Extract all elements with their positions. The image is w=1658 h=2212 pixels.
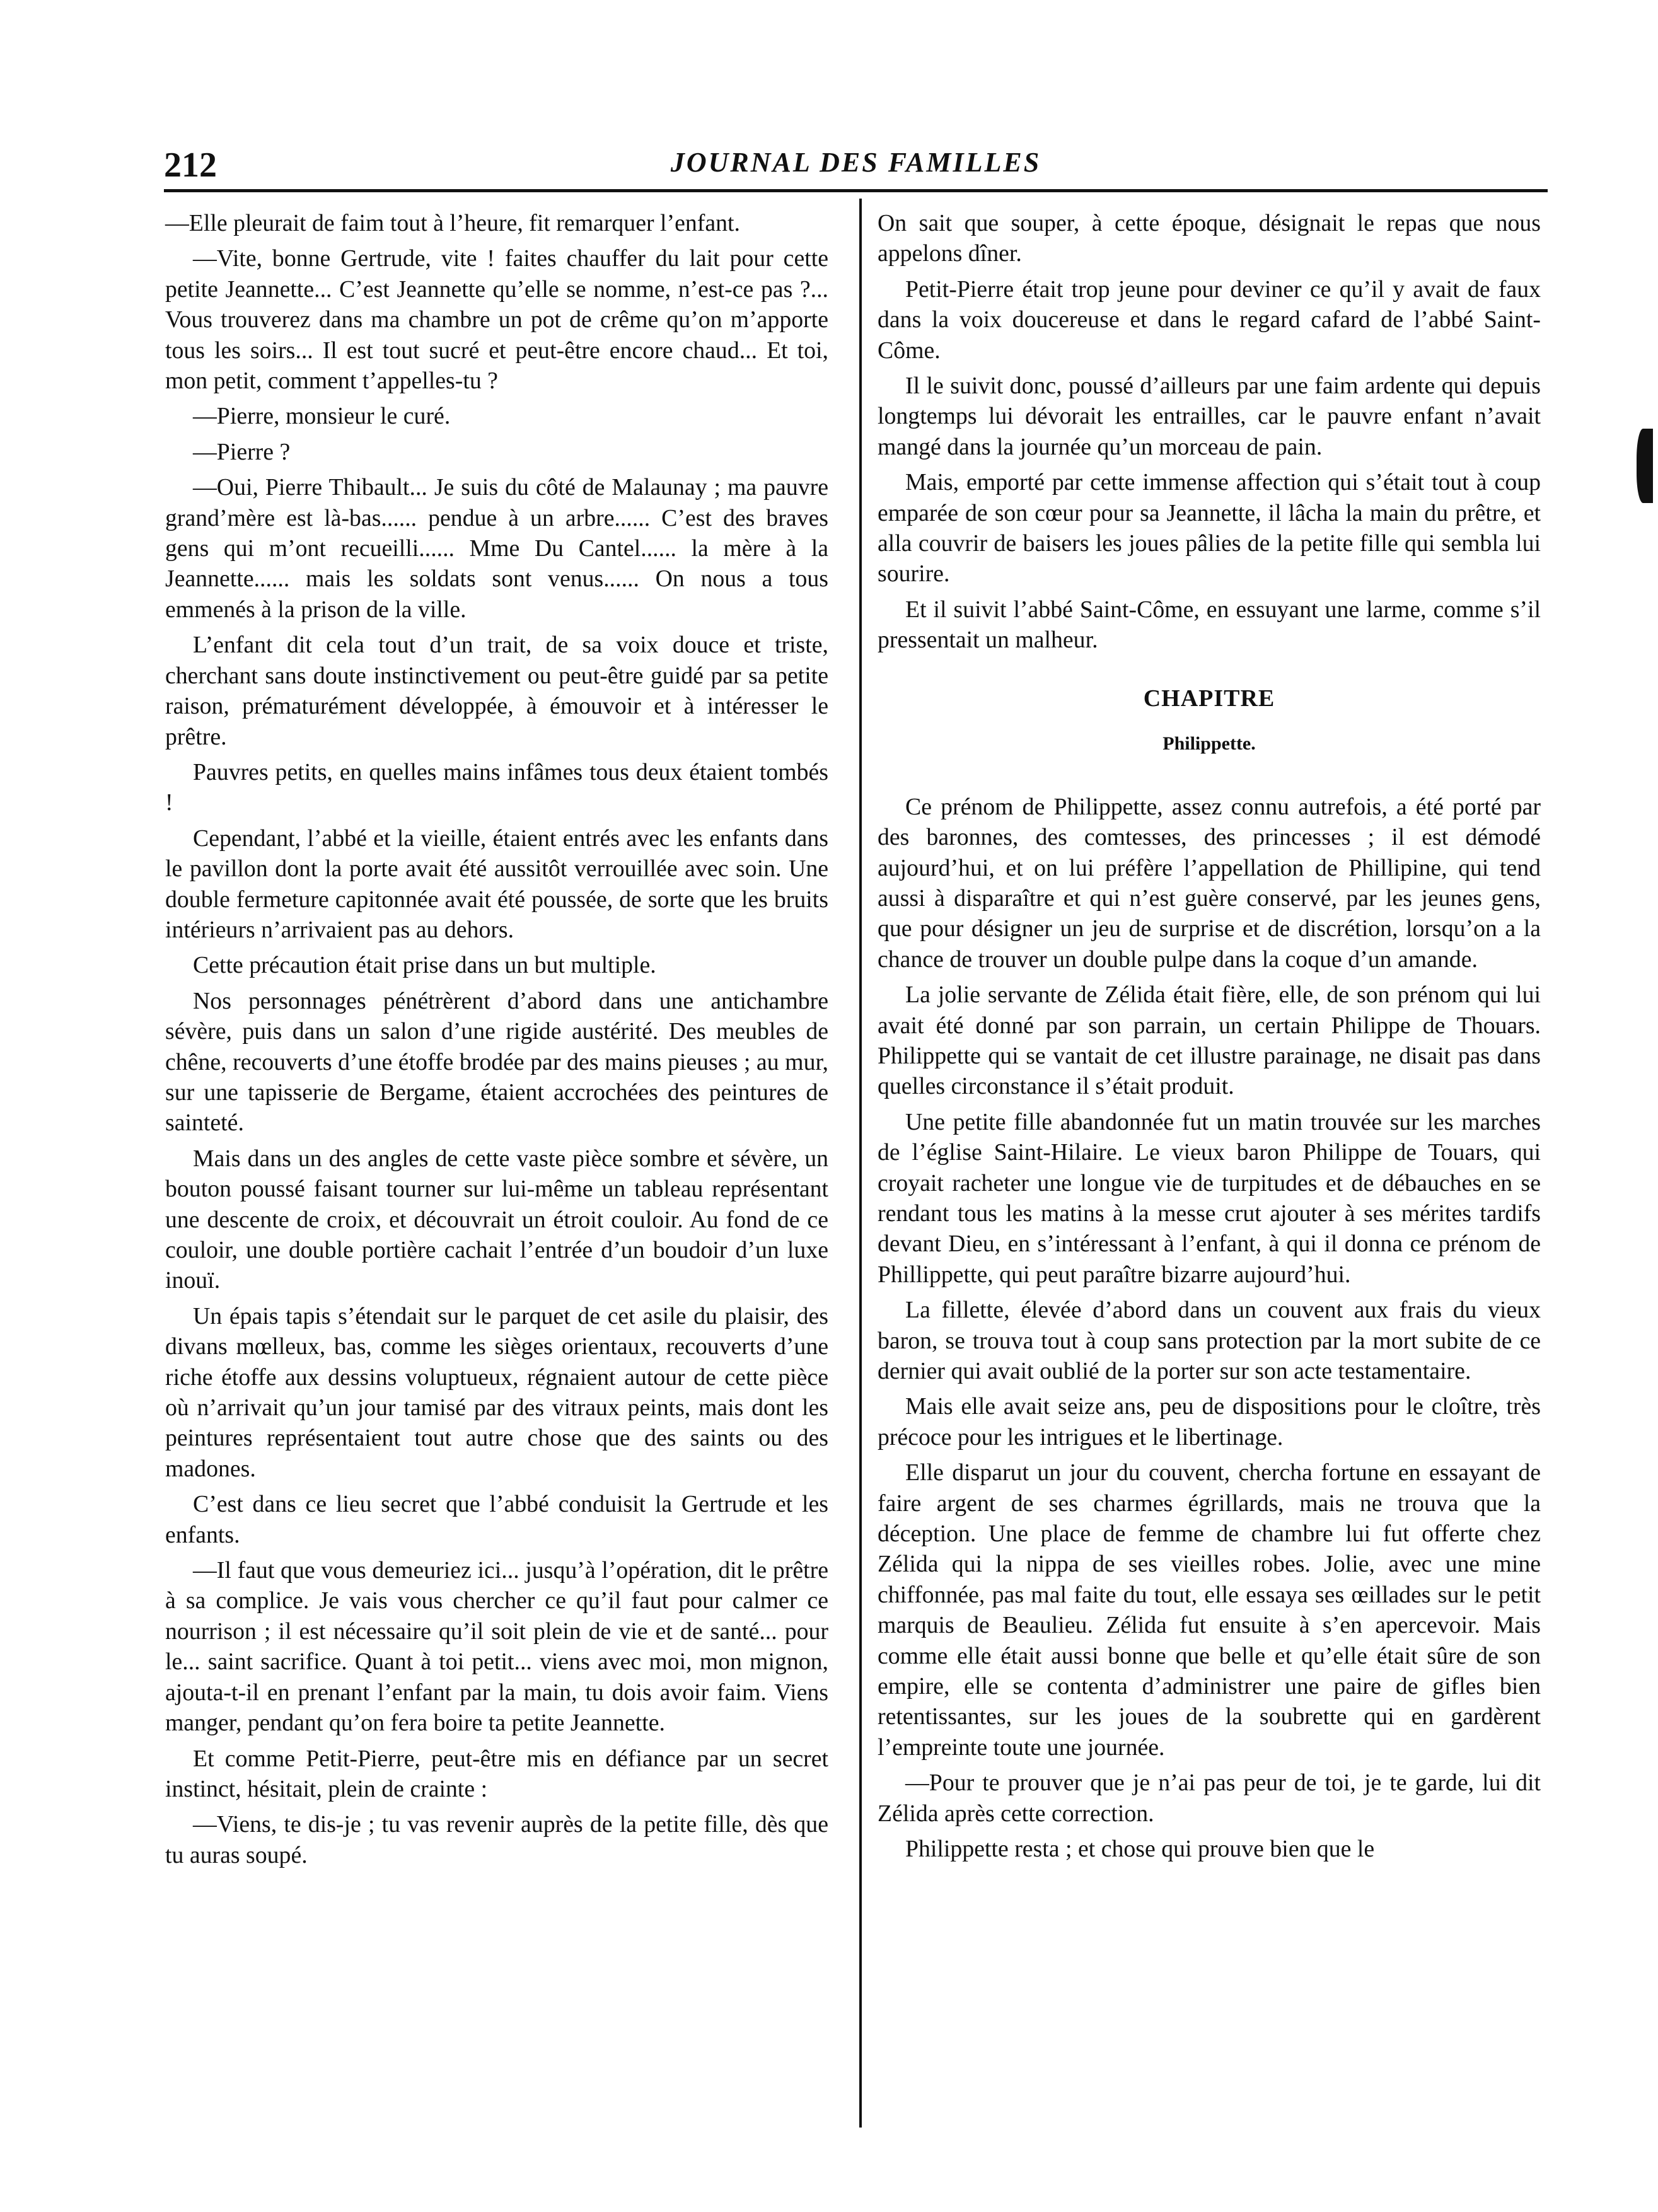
paragraph: Mais, emporté par cette immense affection qui s’était tout à coup emparée de son cœur pour sa Jeannette, il lâcha la main du prêtre, et alla couvrir de baisers les joues pâlies de la petite fille qui sembla lui sourire. (878, 469, 1541, 588)
left-column (165, 208, 828, 1875)
paragraph: —Pierre ? (193, 438, 291, 465)
paragraph: Pauvres petits, en quelles mains infâmes tous deux étaient tombés ! (165, 758, 828, 816)
paragraph: Petit-Pierre était trop jeune pour deviner ce qu’il y avait de faux dans la voix doucereuse et dans le regard cafard de l’abbé Saint-Côme. (878, 275, 1541, 364)
paragraph: Et il suivit l’abbé Saint-Côme, en essuyant une larme, comme s’il pressentait un malheur. (878, 596, 1541, 654)
paragraph: Il le suivit donc, poussé d’ailleurs par une faim ardente qui depuis longtemps lui dévorait les entrailles, car le pauvre enfant n’avait mangé dans la journée qu’un morceau de pain. (878, 373, 1541, 460)
paragraph: —Oui, Pierre Thibault... Je suis du côté de Malaunay ; ma pauvre grand’mère est là-bas...... pendue à un arbre...... C’est des braves gens qui m’ont recueilli...... Mme Du Cantel...... la mère à la Jeannette...... mais les soldats sont venus...... On nous a tous emmenés à la prison de la ville. (165, 474, 828, 623)
paragraph: On sait que souper, à cette époque, désignait le repas que nous appelons dîner. (878, 210, 1541, 267)
page-edge-mark (1637, 429, 1653, 503)
paragraph: Mais dans un des angles de cette vaste pièce sombre et sévère, un bouton poussé faisant tourner sur lui-même un tableau représentant une descente de croix, et découvrait un étroit couloir. Au fond de ce couloir, une double portière cachait l’entrée d’un boudoir d’un luxe inouï. (165, 1145, 828, 1294)
header-rule (164, 189, 1548, 192)
paragraph: Mais elle avait seize ans, peu de dispositions pour le cloître, très précoce pour les intrigues et le libertinage. (878, 1393, 1541, 1451)
paragraph: Nos personnages pénétrèrent d’abord dans une antichambre sévère, puis dans un salon d’une rigide austérité. Des meubles de chêne, recouverts d’une étoffe brodée par des mains pieuses ; au mur, sur une tapisserie de Bergame, étaient accrochées des peintures de sainteté. (165, 987, 828, 1137)
paragraph: Cette précaution était prise dans un but multiple. (193, 952, 656, 979)
paragraph: Philippette resta ; et chose qui prouve bien que le (905, 1836, 1375, 1863)
paragraph: Cependant, l’abbé et la vieille, étaient entrés avec les enfants dans le pavillon dont la porte avait été aussitôt verrouillée avec soin. Une double fermeture capitonnée avait été poussée, de sorte que les bruits intérieurs n’arrivaient pas au dehors. (165, 825, 828, 943)
paragraph: C’est dans ce lieu secret que l’abbé conduisit la Gertrude et les enfants. (165, 1491, 828, 1548)
paragraph: La fillette, élevée d’abord dans un couvent aux frais du vieux baron, se trouva tout à coup sans protection par la mort subite de ce dernier qui avait oublié de la porter sur son acte testamentaire. (878, 1297, 1541, 1384)
running-title: JOURNAL DES FAMILLES (670, 147, 1041, 178)
paragraph: —Elle pleurait de faim tout à l’heure, fit remarquer l’enfant. (165, 210, 740, 236)
paragraph: Elle disparut un jour du couvent, chercha fortune en essayant de faire argent de ses charmes égrillards, mais ne trouva que la déception. Une place de femme de chambre lui fut offerte chez Zélida qui la nippa de ses vieilles robes. Jolie, avec une mine chiffonnée, pas mal faite du tout, elle essaya ses œillades sur le petit marquis de Beaulieu. Zélida fut ensuite à s’en apercevoir. Mais comme elle était aussi bonne que belle et qu’elle était sûre de son empire, elle se contenta d’administrer une paire de gifles bien retentissantes, sur les joues de la soubrette qui en gardèrent l’empreinte toute une journée. (878, 1459, 1541, 1761)
paragraph: —Il faut que vous demeuriez ici... jusqu’à l’opération, dit le prêtre à sa complice. Je vais vous chercher ce qu’il faut pour calmer ce nourrison ; il est nécessaire qu’il soit plein de vie et de santé... pour le... saint sacrifice. Quant à toi petit... viens avec moi, mon mignon, ajouta-t-il en prenant l’enfant par la main, tu dois avoir faim. Viens manger, pendant qu’on fera boire ta petite Jeannette. (165, 1557, 828, 1737)
paragraph: —Viens, te dis-je ; tu vas revenir auprès de la petite fille, dès que tu auras soupé. (165, 1811, 828, 1868)
page-number: 212 (164, 146, 217, 185)
column-divider (859, 199, 862, 2128)
paragraph: La jolie servante de Zélida était fière, elle, de son prénom qui lui avait été donné par son parrain, un certain Philippe de Thouars. Philippette qui se vantait de cet illustre parainage, ne disait pas dans quelles circonstance il s’était produit. (878, 982, 1541, 1100)
paragraph: Ce prénom de Philippette, assez connu autrefois, a été porté par des baronnes, des comtesses, des princesses ; il est démodé aujourd’hui, et on lui préfère l’appellation de Phillipine, qui tend aussi à disparaître et qui n’est guère conservé, par les jeunes gens, que pour désigner un jeu de surprise et de discrétion, lorsqu’on a la chance de trouver un double pulpe dans la coque d’un amande. (878, 793, 1541, 973)
chapter-heading: CHAPITRE (1143, 685, 1275, 712)
page-header (164, 145, 1548, 189)
paragraph: Une petite fille abandonnée fut un matin trouvée sur les marches de l’église Saint-Hilaire. Le vieux baron Philippe de Touars, qui croyait racheter une longue vie de turpitudes et de débauches en se rendant tous les matins à la messe crut ajouter à ses mérites tardifs devant Dieu, en s’intéressant à l’enfant, à qui il donna ce prénom de Phillippette, qui peut paraître bizarre aujourd’hui. (878, 1108, 1541, 1288)
paragraph: —Vite, bonne Gertrude, vite ! faites chauffer du lait pour cette petite Jeannette... C’est Jeannette qu’elle se nomme, n’est-ce pas ?... Vous trouverez dans ma chambre un pot de crême qu’on m’apporte tous les soirs... Il est tout sucré et peut-être encore chaud... Et toi, mon petit, comment t’appelles-tu ? (165, 245, 828, 395)
paragraph: Et comme Petit-Pierre, peut-être mis en défiance par un secret instinct, hésitait, plein de crainte : (165, 1745, 828, 1802)
right-column (878, 208, 1541, 1870)
paragraph: L’enfant dit cela tout d’un trait, de sa voix douce et triste, cherchant sans doute instinctivement ou peut-être guidé par sa petite raison, prématurément développée, à émouvoir et à intéresser le prêtre. (165, 632, 828, 750)
chapter-subtitle: Philippette. (1162, 733, 1256, 754)
paragraph: Un épais tapis s’étendait sur le parquet de cet asile du plaisir, des divans mœlleux, bas, comme les sièges orientaux, recouverts d’une riche étoffe aux dessins voluptueux, régnaient autour de cette pièce où n’arrivait qu’un jour tamisé par des vitraux peints, mais dont les peintures représentaient tout autre chose que des saints ou des madones. (165, 1302, 828, 1482)
paragraph: —Pour te prouver que je n’ai pas peur de toi, je te garde, lui dit Zélida après cette correction. (878, 1769, 1541, 1827)
paragraph: —Pierre, monsieur le curé. (193, 403, 451, 430)
